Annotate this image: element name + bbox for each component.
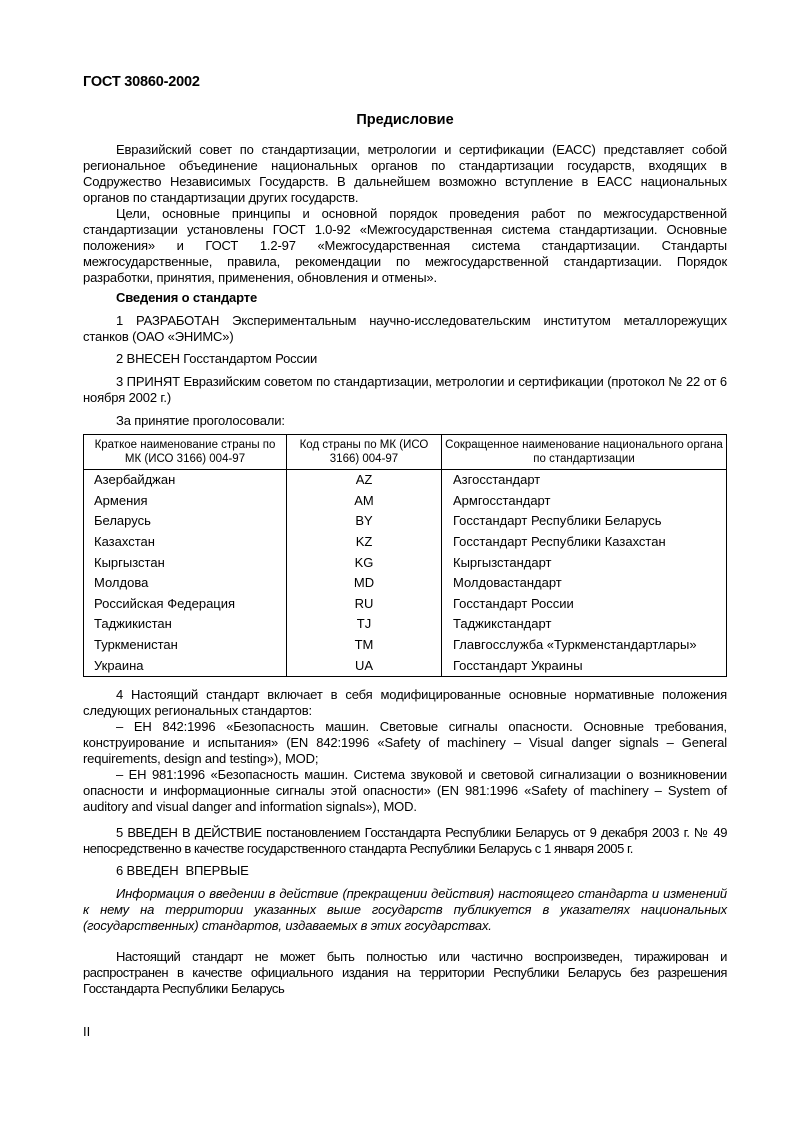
cell-code: TM — [287, 635, 442, 656]
cell-country: Беларусь — [84, 511, 287, 532]
voted-label — [83, 413, 727, 429]
voting-table — [83, 434, 727, 677]
item-adopted-text: 3 ПРИНЯТ Евразийским советом по стандартизации, метрологии и сертификации (протокол № 22 от 6 ноября 2002 г.) — [83, 374, 727, 405]
header-country: Краткое наименование страны по МК (ИСО 3166) 004-97 — [84, 435, 287, 470]
cell-code: RU — [287, 594, 442, 615]
item-adopted — [83, 374, 727, 406]
cell-body: Таджикстандарт — [442, 614, 727, 635]
cell-country: Азербайджан — [84, 470, 287, 491]
item5-text: 5 ВВЕДЕН В ДЕЙСТВИЕ постановлением Госстандарта Республики Беларусь от 9 декабря 2003 г. № 49 непосредственно в качестве государственного стандарта Республики Беларусь с 1 января 2005 г. — [83, 825, 727, 856]
item-introduced-by — [83, 351, 727, 367]
cell-country: Армения — [84, 491, 287, 512]
notice-text: Информация о введении в действие (прекращении действия) настоящего стандарта и изменений к нему на территории указанных выше государств публикуется в указателях национальных (государственных) стандартов, издаваемых в этих государствах. — [83, 886, 727, 933]
cell-body: Госстандарт России — [442, 594, 727, 615]
info-heading-text: Сведения о стандарте — [116, 290, 258, 305]
item6 — [83, 863, 727, 879]
page-number: II — [83, 1024, 91, 1039]
cell-code: AM — [287, 491, 442, 512]
copyright-text: Настоящий стандарт не может быть полностью или частично воспроизведен, тиражирован и распространен в качестве официального издания на территории Республики Беларусь без разрешения Госстандарта Республики Беларусь — [83, 949, 727, 996]
cell-country: Кыргызстан — [84, 552, 287, 573]
item5 — [83, 825, 727, 857]
cell-code: KZ — [287, 532, 442, 553]
cell-body: Армгосстандарт — [442, 491, 727, 512]
item4-ref — [83, 719, 727, 767]
cell-country: Таджикистан — [84, 614, 287, 635]
item4-lead-text: 4 Настоящий стандарт включает в себя модифицированные основные нормативные положения следующих региональных стандартов: — [83, 687, 727, 718]
cell-body: Главгосслужба «Туркменстандартлары» — [442, 635, 727, 656]
table-header-row — [84, 435, 727, 470]
notice — [83, 886, 727, 934]
item4-ref-1: – ЕН 842:1996 «Безопасность машин. Световые сигналы опасности. Основные требования, конструирование и испытания» (EN 842:1996 «Safety of machinery – Visual danger signals – General requirements, design and testing»), MOD; — [83, 719, 727, 766]
cell-body: Кыргызстандарт — [442, 552, 727, 573]
cell-body: Азгосстандарт — [442, 470, 727, 491]
cell-body: Молдовастандарт — [442, 573, 727, 594]
item-developed — [83, 313, 727, 345]
table-row — [84, 594, 727, 615]
cell-body: Госстандарт Республики Казахстан — [442, 532, 727, 553]
cell-country: Казахстан — [84, 532, 287, 553]
item4-ref — [83, 767, 727, 815]
cell-code: BY — [287, 511, 442, 532]
cell-code: KG — [287, 552, 442, 573]
cell-country: Туркменистан — [84, 635, 287, 656]
item4-ref-2: – ЕН 981:1996 «Безопасность машин. Система звуковой и световой сигнализации о возникновении опасности и информационные сигналы этой опасности» (EN 981:1996 «Safety of machinery – System of auditory and visual danger and information signals»), MOD. — [83, 767, 727, 814]
intro-text-1: Евразийский совет по стандартизации, метрологии и сертификации (ЕАСС) представляет собой региональное объединение национальных органов по стандартизации государств, входящих в Содружество Независимых Государств. В дальнейшем возможно вступление в ЕАСС национальных органов по стандартизации других государств. — [83, 142, 727, 205]
info-heading — [83, 290, 727, 306]
table-row — [84, 511, 727, 532]
cell-country: Украина — [84, 655, 287, 676]
table-row — [84, 491, 727, 512]
copyright — [83, 949, 727, 997]
header-code: Код страны по МК (ИСО 3166) 004-97 — [287, 435, 442, 470]
table-row — [84, 614, 727, 635]
table-row — [84, 532, 727, 553]
cell-code: MD — [287, 573, 442, 594]
table-row — [84, 635, 727, 656]
header-body: Сокращенное наименование национального органа по стандартизации — [442, 435, 727, 470]
item6-text: 6 ВВЕДЕН ВПЕРВЫЕ — [116, 863, 249, 878]
table-row — [84, 655, 727, 676]
cell-body: Госстандарт Украины — [442, 655, 727, 676]
intro-paragraph — [83, 142, 727, 206]
page-title: Предисловие — [356, 112, 454, 128]
cell-code: UA — [287, 655, 442, 676]
voted-label-text: За принятие проголосовали: — [116, 413, 285, 428]
doc-code: ГОСТ 30860-2002 — [83, 74, 200, 90]
intro-text-2: Цели, основные принципы и основной порядок проведения работ по межгосударственной стандартизации установлены ГОСТ 1.0-92 «Межгосударственная система стандартизации. Основные положения» и ГОСТ 1.2-97 «Межгосударственная система стандартизации. Стандарты межгосударственные, правила, рекомендации по межгосударственной стандартизации. Порядок разработки, принятия, применения, обновления и отмены». — [83, 206, 727, 285]
item-introduced-by-text: 2 ВНЕСЕН Госстандартом России — [116, 351, 318, 366]
cell-country: Молдова — [84, 573, 287, 594]
table-row — [84, 552, 727, 573]
cell-code: AZ — [287, 470, 442, 491]
item4-lead — [83, 687, 727, 719]
cell-country: Российская Федерация — [84, 594, 287, 615]
table-row — [84, 573, 727, 594]
table-row — [84, 470, 727, 491]
cell-body: Госстандарт Республики Беларусь — [442, 511, 727, 532]
item-developed-text: 1 РАЗРАБОТАН Экспериментальным научно-исследовательским институтом металлорежущих станков (ОАО «ЭНИМС») — [83, 313, 727, 344]
intro-paragraph — [83, 206, 727, 286]
cell-code: TJ — [287, 614, 442, 635]
